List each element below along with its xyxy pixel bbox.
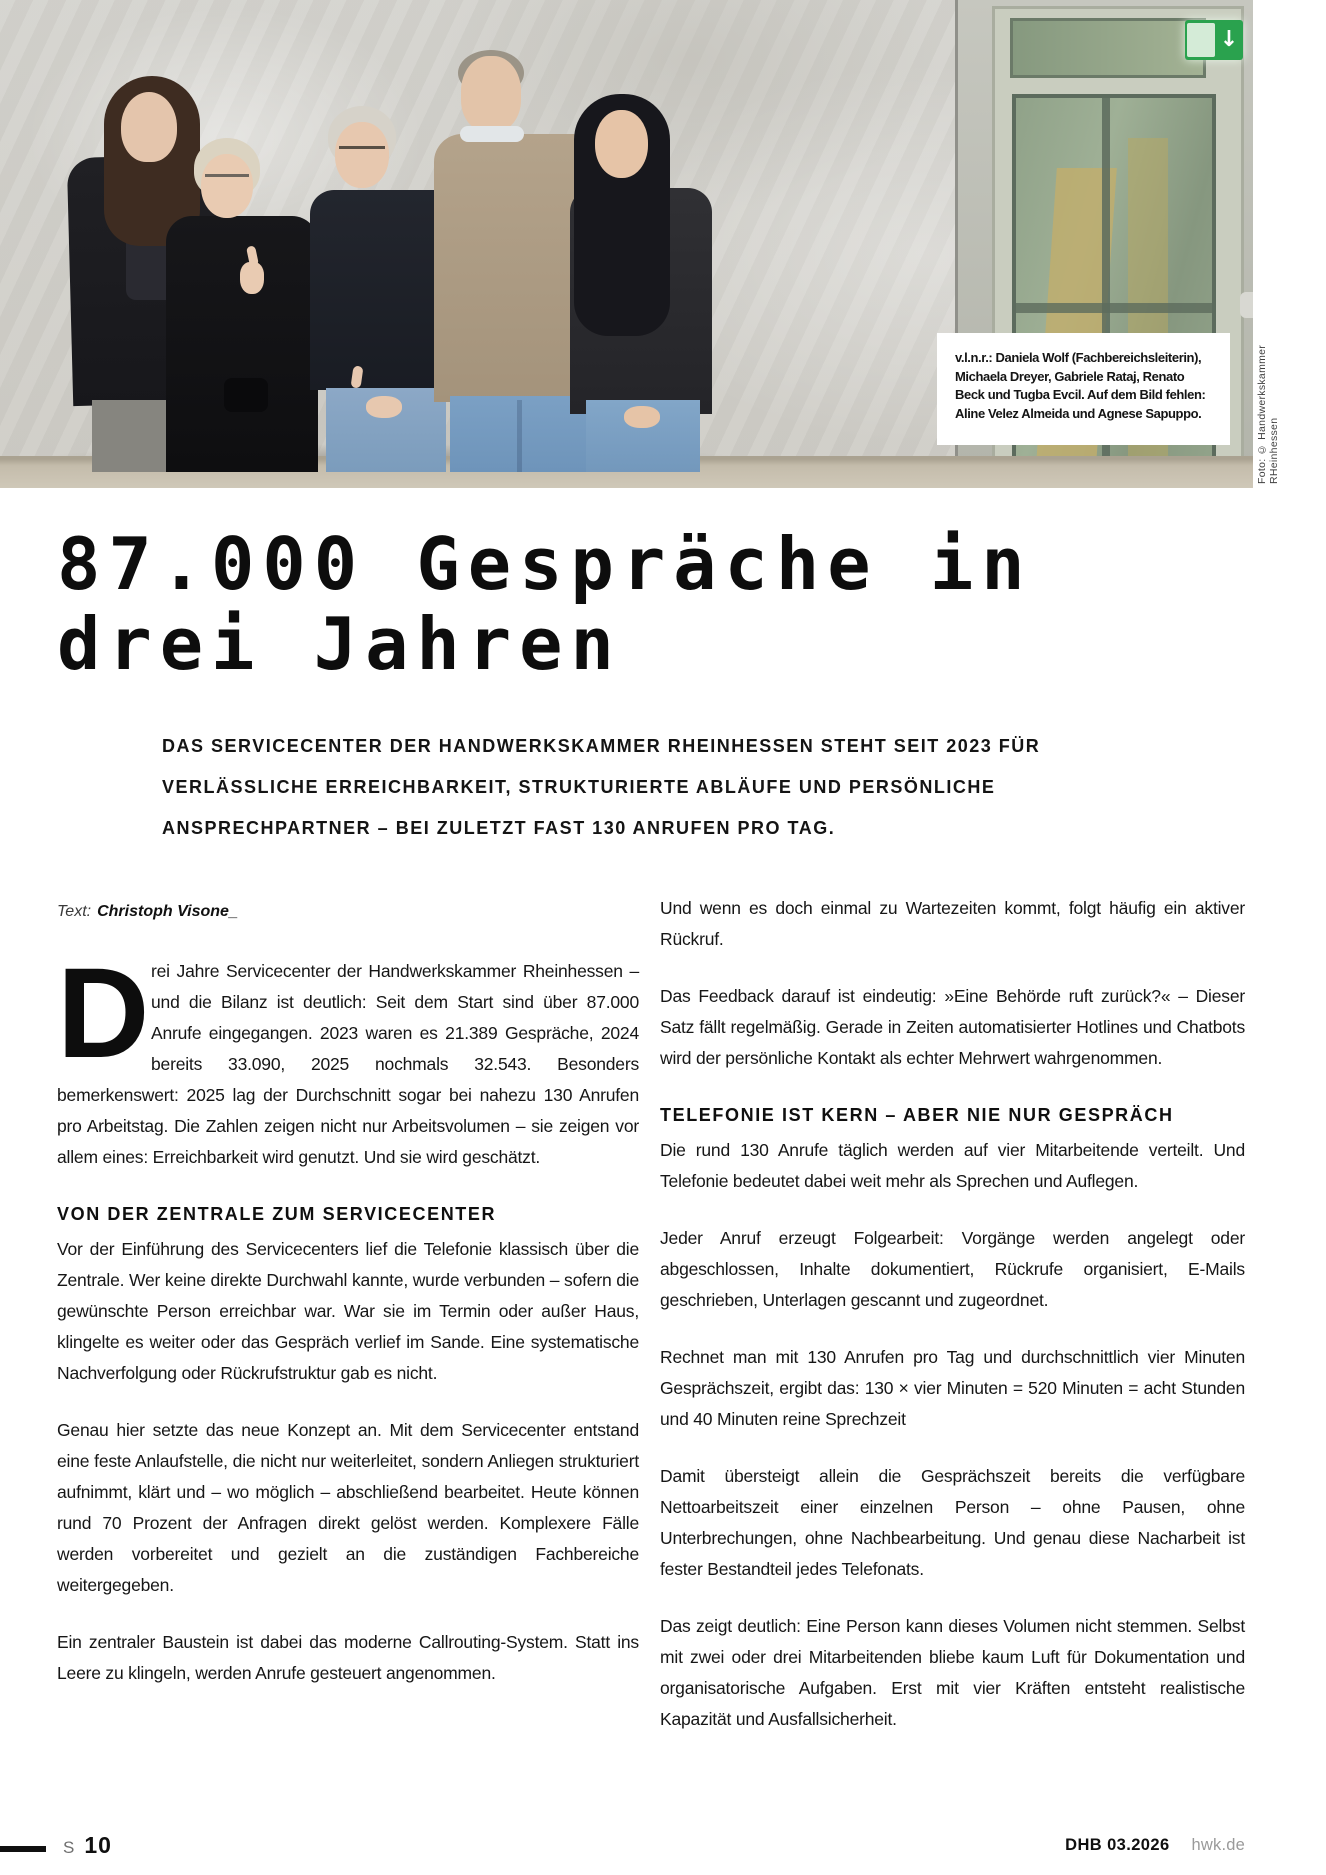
paragraph: Das Feedback darauf ist eindeutig: »Eine Behörde ruft zurück?« – Dieser Satz fällt regelmäßig. Gerade in Zeiten automatisierter Hotlines und Chatbots wird der persönliche Kontakt als echter Mehrwert wahrgenommen. [660, 986, 1245, 1068]
exit-sign-icon [1185, 20, 1243, 60]
standfirst [162, 726, 1040, 849]
photo-door-handle [1240, 292, 1253, 318]
paragraph: Die rund 130 Anrufe täglich werden auf vier Mitarbeitende verteilt. Und Telefonie bedeutet dabei weit mehr als Sprechen und Auflegen. [660, 1140, 1245, 1191]
exit-arrow-icon: ↓ [1219, 27, 1239, 52]
headline-line-2: drei Jahren [57, 602, 622, 686]
section-heading: TELEFONIE IST KERN – ABER NIE NUR GESPRÄCH [660, 1105, 1174, 1125]
page-number [63, 1832, 112, 1859]
paragraph [57, 942, 639, 1173]
paragraph: Rechnet man mit 130 Anrufen pro Tag und durchschnittlich vier Minuten Gesprächszeit, ergibt das: 130 × vier Minuten = 520 Minuten = acht Stunden und 40 Minuten reine Sprechzeit [660, 1347, 1245, 1429]
paragraph: Jeder Anruf erzeugt Folgearbeit: Vorgänge werden angelegt oder abgeschlossen, Inhalte dokumentiert, Rückrufe organisiert, E-Mails geschrieben, Unterlagen gescannt und zugeordnet. [660, 1228, 1245, 1310]
paragraph: Genau hier setzte das neue Konzept an. Mit dem Servicecenter entstand eine feste Anlaufstelle, die nicht nur weiterleitet, sondern Anliegen strukturiert aufnimmt, klärt und – wo möglich – abschließend bearbeitet. Heute können rund 70 Prozent der Anfragen direkt gelöst werden. Komplexere Fälle werden vorbereitet und gezielt an die zuständigen Fachbereiche weitergegeben. [57, 1420, 639, 1595]
section-heading: VON DER ZENTRALE ZUM SERVICECENTER [57, 1204, 497, 1224]
paragraph: Vor der Einführung des Servicecenters lief die Telefonie klassisch über die Zentrale. Wer keine direkte Durchwahl kannte, wurde verbunden – sofern die gewünschte Person erreichbar war. War sie im Termin oder außer Haus, klingelte es weiter oder das Gespräch verlief im Sande. Eine systematische Nachverfolgung oder Rückrufstruktur gab es nicht. [57, 1239, 639, 1383]
team-photo [0, 0, 1253, 488]
caption-line: v.l.n.r.: Daniela Wolf (Fachbereichsleiterin), [955, 350, 1202, 365]
photo-caption [937, 333, 1230, 445]
dropcap: D [57, 942, 150, 1085]
standfirst-line: ANSPRECHPARTNER – BEI ZULETZT FAST 130 ANRUFEN PRO TAG. [162, 818, 836, 838]
article-column-right [660, 893, 1245, 1761]
paragraph-text: rei Jahre Servicecenter der Handwerkskammer Rheinhessen – und die Bilanz ist deutlich: Seit dem Start sind über 87.000 Anrufe eingegangen. 2023 waren es 21.389 Gespräche, 2024 bereits 33.090, 2025 nochmals 32.543. Besonders bemerkenswert: 2025 lag der Durchschnitt sogar bei nahezu 130 Anrufen pro Arbeitstag. Die Zahlen zeigen nicht nur Arbeitsvolumen – sie zeigen vor allem eines: Erreichbarkeit wird genutzt. Und sie wird geschätzt. [57, 961, 639, 1167]
article-column-left [57, 942, 639, 1715]
page-number-prefix: S [63, 1838, 76, 1857]
standfirst-line: VERLÄSSLICHE ERREICHBARKEIT, STRUKTURIERTE ABLÄUFE UND PERSÖNLICHE [162, 777, 996, 797]
caption-line: Beck und Tugba Evcil. Auf dem Bild fehlen: [955, 387, 1206, 402]
headline [57, 524, 1033, 684]
photo-credit: Foto: © Handwerkskammer RHeinhessen [1256, 344, 1280, 484]
footer-rule [0, 1846, 46, 1852]
issue-label: DHB 03.2026 [1065, 1836, 1170, 1854]
caption-line: Aline Velez Almeida und Agnese Sapuppo. [955, 405, 1202, 421]
paragraph: Ein zentraler Baustein ist dabei das moderne Callrouting-System. Statt ins Leere zu klingeln, werden Anrufe gesteuert angenommen. [57, 1632, 639, 1683]
website-label: hwk.de [1191, 1836, 1245, 1854]
paragraph: Und wenn es doch einmal zu Wartezeiten kommt, folgt häufig ein aktiver Rückruf. [660, 898, 1245, 949]
footer-info [1065, 1836, 1245, 1855]
byline-label: Text: [57, 903, 92, 920]
headline-line-1: 87.000 Gespräche in [57, 522, 1033, 606]
paragraph: Das zeigt deutlich: Eine Person kann dieses Volumen nicht stemmen. Selbst mit zwei oder drei Mitarbeitenden bliebe kaum Luft für Dokumentation und organisatorische Aufgaben. Erst mit vier Kräften entsteht realistische Kapazität und Ausfallsicherheit. [660, 1616, 1245, 1729]
byline-author: Christoph Visone_ [97, 903, 238, 920]
standfirst-line: DAS SERVICECENTER DER HANDWERKSKAMMER RHEINHESSEN STEHT SEIT 2023 FÜR [162, 736, 1041, 756]
byline [57, 903, 238, 921]
paragraph: Damit übersteigt allein die Gesprächszeit bereits die verfügbare Nettoarbeitszeit einer einzelnen Person – ohne Pausen, ohne Unterbrechungen, ohne Nachbearbeitung. Und genau diese Nacharbeit ist fester Bestandteil jedes Telefonats. [660, 1466, 1245, 1579]
page-number-value: 10 [84, 1832, 112, 1858]
caption-line: Michaela Dreyer, Gabriele Rataj, Renato [955, 368, 1185, 384]
photo-door-transom [1010, 18, 1206, 78]
